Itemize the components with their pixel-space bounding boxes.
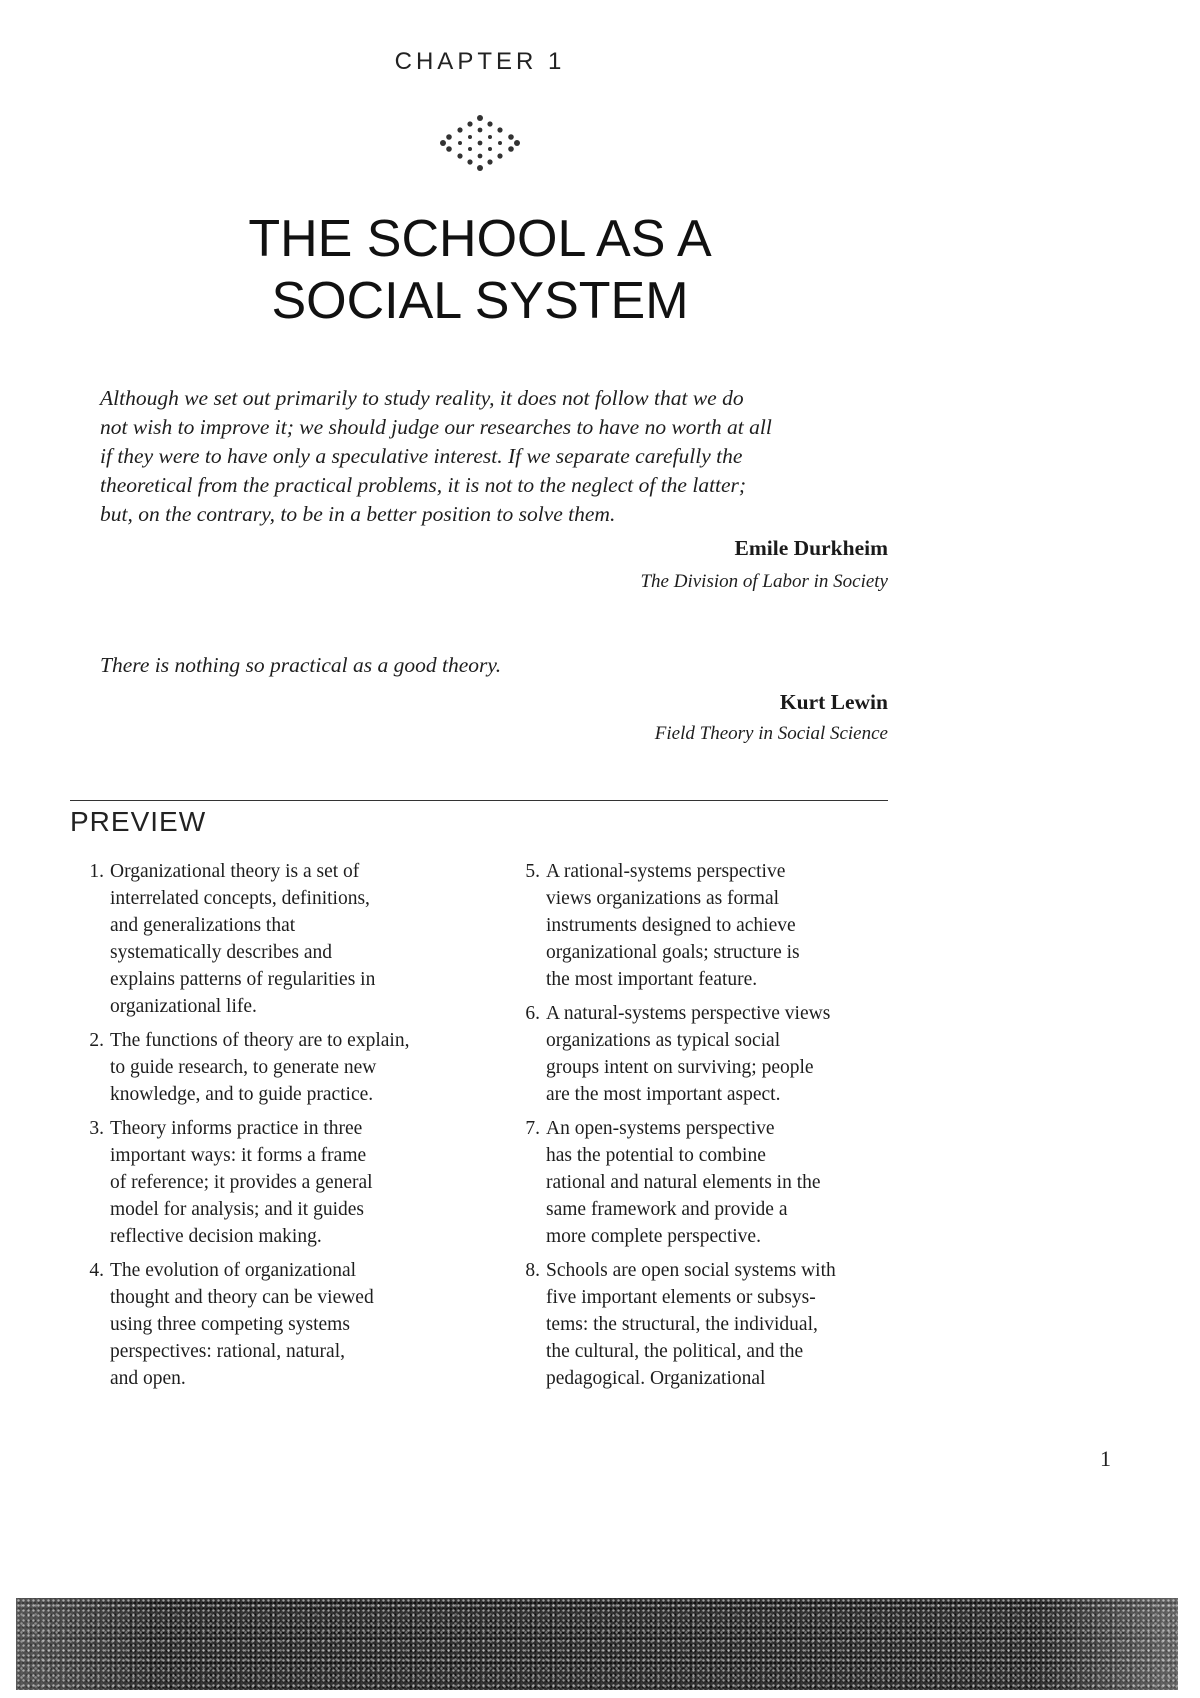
item-line: instruments designed to achieve bbox=[546, 915, 796, 936]
item-number: 1. bbox=[89, 861, 104, 882]
item-line: rational and natural elements in the bbox=[546, 1172, 821, 1193]
item-line: same framework and provide a bbox=[546, 1199, 788, 1220]
preview-item bbox=[512, 1257, 882, 1392]
item-line: and generalizations that bbox=[110, 915, 296, 936]
item-line: groups intent on surviving; people bbox=[546, 1057, 814, 1078]
item-line: Schools are open social systems with bbox=[546, 1260, 836, 1281]
preview-item bbox=[76, 1257, 446, 1392]
item-line: reflective decision making. bbox=[110, 1226, 322, 1247]
preview-item bbox=[76, 1027, 446, 1108]
item-line: five important elements or subsys- bbox=[546, 1287, 816, 1308]
item-line: more complete perspective. bbox=[546, 1226, 761, 1247]
item-line: Organizational theory is a set of bbox=[110, 861, 360, 882]
item-line: the most important feature. bbox=[546, 969, 758, 990]
item-line: A rational-systems perspective bbox=[546, 861, 786, 882]
item-line: systematically describes and bbox=[110, 942, 333, 963]
item-line: A natural-systems perspective views bbox=[546, 1003, 831, 1024]
epigraph-source-lewin: Field Theory in Social Science bbox=[654, 723, 888, 744]
quote-line: There is nothing so practical as a good theory. bbox=[100, 653, 502, 677]
item-line: using three competing systems bbox=[110, 1314, 350, 1335]
item-line: Theory informs practice in three bbox=[110, 1118, 363, 1139]
item-number: 8. bbox=[525, 1260, 540, 1281]
item-line: thought and theory can be viewed bbox=[110, 1287, 374, 1308]
preview-item bbox=[512, 858, 882, 993]
item-line: interrelated concepts, definitions, bbox=[110, 888, 370, 909]
section-divider bbox=[70, 800, 888, 801]
title-line-2: SOCIAL SYSTEM bbox=[271, 272, 689, 330]
item-number: 5. bbox=[525, 861, 540, 882]
epigraph-lewin-quote bbox=[100, 651, 860, 680]
preview-item bbox=[76, 1115, 446, 1250]
epigraph-author-lewin: Kurt Lewin bbox=[779, 690, 888, 714]
item-line: and open. bbox=[110, 1368, 186, 1389]
page-number: 1 bbox=[1100, 1446, 1111, 1471]
item-line: the cultural, the political, and the bbox=[546, 1341, 804, 1362]
item-line: An open-systems perspective bbox=[546, 1118, 775, 1139]
item-line: The functions of theory are to explain, bbox=[110, 1030, 410, 1051]
preview-item bbox=[512, 1000, 882, 1108]
chapter-title bbox=[0, 208, 960, 332]
quote-line: theoretical from the practical problems, it is not to the neglect of the latter; bbox=[100, 473, 747, 497]
item-line: The evolution of organizational bbox=[110, 1260, 357, 1281]
item-line: views organizations as formal bbox=[546, 888, 780, 909]
item-line: explains patterns of regularities in bbox=[110, 969, 376, 990]
item-number: 6. bbox=[525, 1003, 540, 1024]
quote-line: but, on the contrary, to be in a better position to solve them. bbox=[100, 502, 616, 526]
item-line: tems: the structural, the individual, bbox=[546, 1314, 818, 1335]
preview-item bbox=[512, 1115, 882, 1250]
epigraph-author-durkheim: Emile Durkheim bbox=[734, 536, 888, 560]
scan-noise-fade bbox=[16, 1598, 1178, 1690]
item-line: perspectives: rational, natural, bbox=[110, 1341, 345, 1362]
item-number: 2. bbox=[89, 1030, 104, 1051]
preview-column-left bbox=[76, 858, 446, 1399]
title-line-1: THE SCHOOL AS A bbox=[248, 210, 712, 268]
epigraph-source-durkheim: The Division of Labor in Society bbox=[640, 571, 888, 592]
item-line: model for analysis; and it guides bbox=[110, 1199, 364, 1220]
preview-column-right bbox=[512, 858, 882, 1399]
item-number: 4. bbox=[89, 1260, 104, 1281]
item-number: 3. bbox=[89, 1118, 104, 1139]
item-line: organizational life. bbox=[110, 996, 257, 1017]
item-line: are the most important aspect. bbox=[546, 1084, 781, 1105]
item-line: to guide research, to generate new bbox=[110, 1057, 377, 1078]
item-number: 7. bbox=[525, 1118, 540, 1139]
item-line: important ways: it forms a frame bbox=[110, 1145, 367, 1166]
chapter-label: CHAPTER 1 bbox=[394, 48, 566, 75]
item-line: knowledge, and to guide practice. bbox=[110, 1084, 374, 1105]
quote-line: if they were to have only a speculative interest. If we separate carefully the bbox=[100, 444, 743, 468]
item-line: organizations as typical social bbox=[546, 1030, 781, 1051]
item-line: organizational goals; structure is bbox=[546, 942, 800, 963]
diamond-ornament-icon bbox=[437, 112, 523, 172]
quote-line: Although we set out primarily to study reality, it does not follow that we do bbox=[100, 386, 744, 410]
item-line: pedagogical. Organizational bbox=[546, 1368, 766, 1389]
quote-line: not wish to improve it; we should judge our researches to have no worth at all bbox=[100, 415, 772, 439]
item-line: has the potential to combine bbox=[546, 1145, 766, 1166]
item-line: of reference; it provides a general bbox=[110, 1172, 373, 1193]
preview-heading: PREVIEW bbox=[70, 806, 207, 837]
epigraph-durkheim-quote bbox=[100, 384, 860, 529]
preview-item bbox=[76, 858, 446, 1020]
